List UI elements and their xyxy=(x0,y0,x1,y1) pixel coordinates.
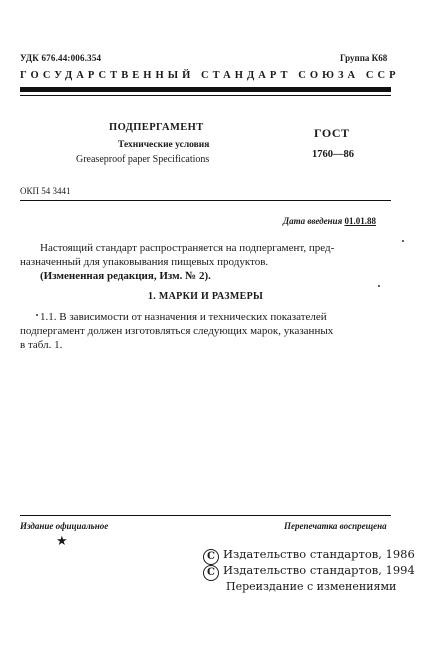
state-standard-heading: ГОСУДАРСТВЕННЫЙ СТАНДАРТ СОЮЗА ССР xyxy=(20,70,400,81)
document-subtitle: Технические условия xyxy=(118,140,210,150)
reissue-note: Переиздание с изменениями xyxy=(226,580,397,593)
udk-code: УДК 676.44:006.354 xyxy=(20,53,102,63)
intro-line-2: назначенный для упаковывания пищевых продуктов. xyxy=(20,256,269,268)
copyright-text-2: Издательство стандартов, 1994 xyxy=(223,563,415,577)
speck-mark xyxy=(402,240,404,242)
official-edition: Издание официальное xyxy=(20,521,109,531)
effective-date-label: Дата введения xyxy=(283,216,343,226)
effective-date-value: 01.01.88 xyxy=(344,216,376,226)
english-title: Greaseproof paper Specifications xyxy=(76,154,210,165)
gost-number: 1760—86 xyxy=(312,149,354,160)
clause-line-3: в табл. 1. xyxy=(20,339,63,351)
star-icon: ★ xyxy=(56,533,68,548)
effective-date xyxy=(283,216,376,226)
section-heading: 1. МАРКИ И РАЗМЕРЫ xyxy=(148,291,264,302)
okp-rule xyxy=(20,200,391,201)
okp-code: ОКП 54 3441 xyxy=(20,186,71,196)
copyright-icon: C xyxy=(203,565,219,581)
header-thin-rule xyxy=(20,95,391,96)
speck-mark xyxy=(36,314,38,316)
reprint-prohibited: Перепечатка воспрещена xyxy=(284,521,387,531)
intro-line-1: Настоящий стандарт распространяется на подпергамент, пред- xyxy=(40,242,335,254)
copyright-icon: C xyxy=(203,549,219,565)
copyright-text-1: Издательство стандартов, 1986 xyxy=(223,547,415,561)
header-thick-rule xyxy=(20,87,391,92)
amendment-note: (Измененная редакция, Изм. № 2). xyxy=(40,270,211,282)
speck-mark xyxy=(378,285,380,287)
clause-line-1: 1.1. В зависимости от назначения и технических показателей xyxy=(40,311,327,323)
copyright-line-2 xyxy=(203,563,415,581)
group-code: Группа К68 xyxy=(340,53,388,63)
document-title: ПОДПЕРГАМЕНТ xyxy=(109,122,204,133)
clause-line-2: подпергамент должен изготовляться следующих марок, указанных xyxy=(20,325,334,337)
gost-label: ГОСТ xyxy=(314,126,350,140)
footer-rule xyxy=(20,515,391,516)
